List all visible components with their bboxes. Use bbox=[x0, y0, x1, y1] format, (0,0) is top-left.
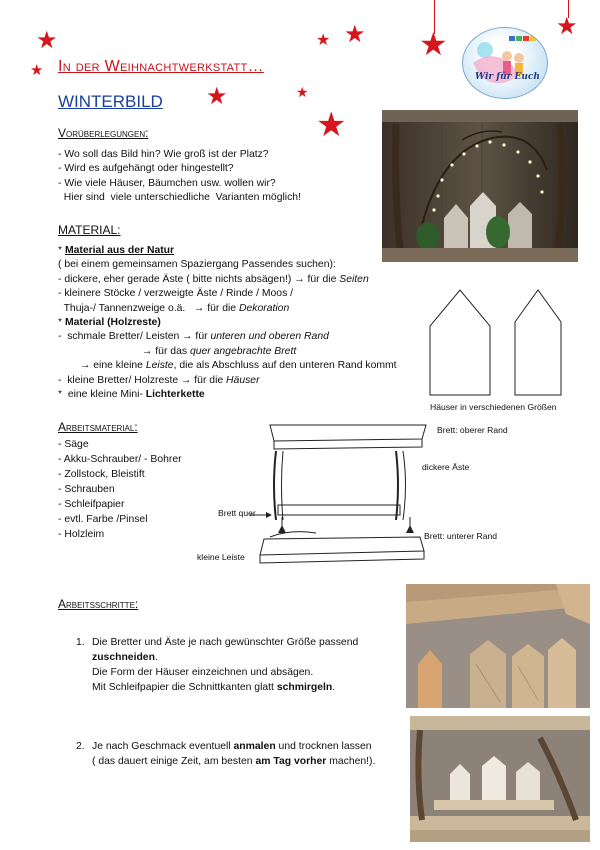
star-icon: ★ bbox=[36, 26, 58, 54]
text: Mit Schleifpapier die Schnittkanten glatt bbox=[92, 682, 277, 693]
list-item: - Wie viele Häuser, Bäumchen usw. wollen wir? bbox=[58, 177, 276, 189]
emphasis: Dekoration bbox=[238, 302, 290, 314]
list-item bbox=[58, 302, 397, 316]
emphasis: schmirgeln bbox=[276, 682, 333, 693]
emphasis: Seiten bbox=[339, 273, 369, 285]
text: , die als Abschluss auf den unteren Rand kommt bbox=[173, 360, 397, 372]
step-line bbox=[92, 680, 396, 695]
steps-heading: Arbeitsschritte: bbox=[58, 597, 139, 611]
star-icon: ★ bbox=[296, 85, 309, 101]
list-item: - kleinere Stöcke / verzweigte Äste / Rinde / Moos / bbox=[58, 288, 294, 300]
page-subtitle: WINTERBILD bbox=[58, 92, 163, 111]
emphasis: Häuser bbox=[226, 374, 260, 386]
list-item: - Akku-Schrauber/ - Bohrer bbox=[58, 454, 182, 465]
emphasis: anmalen bbox=[233, 741, 276, 752]
list-item bbox=[58, 345, 397, 359]
boards-photo bbox=[406, 584, 590, 708]
bullet: * bbox=[58, 316, 65, 328]
list-item: - evtl. Farbe /Pinsel bbox=[58, 514, 148, 525]
emphasis: zuschneiden bbox=[92, 652, 155, 663]
text: → für das bbox=[142, 345, 190, 357]
label-top-board: Brett: oberer Rand bbox=[437, 425, 508, 435]
list-item: - Schleifpapier bbox=[58, 499, 125, 510]
considerations-list bbox=[58, 148, 301, 206]
list-item bbox=[58, 330, 397, 344]
emphasis: quer angebrachte Brett bbox=[189, 345, 297, 357]
text: - schmale Bretter/ Leisten → für bbox=[58, 331, 211, 343]
step-number: 2. bbox=[76, 741, 85, 752]
considerations-heading: Vorüberlegungen: bbox=[58, 126, 149, 140]
step-1 bbox=[76, 635, 396, 695]
emphasis: Leiste bbox=[145, 360, 174, 372]
step-line bbox=[92, 754, 396, 769]
text: - dickere, eher gerade Äste ( bitte nichts absägen!) → für die bbox=[58, 273, 340, 285]
category-label: Material (Holzreste) bbox=[64, 316, 161, 328]
text: Je nach Geschmack eventuell bbox=[92, 741, 234, 752]
text: und trocknen lassen bbox=[275, 741, 372, 752]
list-item: ( bei einem gemeinsamen Spaziergang Passendes suchen): bbox=[58, 259, 336, 271]
material-list bbox=[58, 244, 397, 402]
tools-list bbox=[58, 437, 182, 542]
star-icon: ★ bbox=[206, 82, 228, 110]
logo-text: Wir für Euch bbox=[475, 72, 540, 82]
list-item bbox=[58, 374, 397, 388]
list-item bbox=[58, 244, 397, 258]
assembled-frame-photo bbox=[410, 716, 590, 842]
material-heading: MATERIAL: bbox=[58, 223, 121, 237]
list-item: - Säge bbox=[58, 439, 89, 450]
list-item: - Wo soll das Bild hin? Wie groß ist der Platz? bbox=[58, 149, 269, 160]
star-icon: ★ bbox=[316, 30, 331, 49]
star-icon: ★ bbox=[30, 61, 44, 79]
bullet: * bbox=[58, 245, 65, 256]
hanging-star-icon: ★ bbox=[556, 12, 578, 40]
list-item bbox=[58, 388, 397, 402]
list-item: - Wird es aufgehängt oder hingestellt? bbox=[58, 163, 234, 175]
text: machen!). bbox=[326, 756, 376, 767]
star-icon: ★ bbox=[344, 20, 366, 48]
houses-caption: Häuser in verschiedenen Größen bbox=[430, 402, 557, 412]
list-item bbox=[58, 273, 397, 287]
step-number: 1. bbox=[76, 637, 85, 648]
emphasis: Lichterkette bbox=[145, 388, 205, 400]
step-2 bbox=[76, 739, 396, 769]
label-branches: dickere Äste bbox=[422, 462, 470, 472]
tools-heading: Arbeitsmaterial: bbox=[58, 420, 138, 434]
emphasis: unteren und oberen Rand bbox=[210, 331, 329, 343]
hanging-star-icon: ★ bbox=[419, 25, 448, 63]
text: ( das dauert einige Zeit, am besten bbox=[92, 756, 256, 767]
category-label: Material aus der Natur bbox=[64, 245, 175, 256]
list-item bbox=[58, 316, 397, 330]
label-strip: kleine Leiste bbox=[197, 552, 245, 562]
list-item bbox=[58, 359, 397, 373]
label-bottom-board: Brett: unterer Rand bbox=[424, 531, 498, 541]
label-cross-board: Brett quer bbox=[218, 508, 256, 518]
list-item: - Holzleim bbox=[58, 529, 105, 540]
list-item: - Schrauben bbox=[58, 484, 115, 495]
text: → eine kleine bbox=[80, 360, 146, 372]
page-title: In der Weihnachtwerkstatt… bbox=[58, 58, 264, 75]
text: . bbox=[154, 652, 158, 663]
step-line bbox=[92, 650, 396, 665]
text: . bbox=[332, 682, 336, 693]
logo-art bbox=[463, 28, 547, 98]
step-line bbox=[92, 739, 396, 754]
winter-picture-photo bbox=[382, 110, 578, 262]
construction-sketch bbox=[250, 415, 430, 575]
text: Thuja-/ Tannenzweige o.ä. → für die bbox=[58, 302, 239, 314]
emphasis: am Tag vorher bbox=[255, 756, 327, 767]
text: * eine kleine Mini- bbox=[58, 388, 146, 400]
text: - kleine Bretter/ Holzreste → für die bbox=[58, 374, 227, 386]
step-line: Die Bretter und Äste je nach gewünschter Größe passend bbox=[92, 637, 359, 648]
logo bbox=[462, 27, 548, 99]
star-icon: ★ bbox=[316, 105, 347, 145]
house-shapes-drawing bbox=[420, 282, 570, 402]
list-item: Hier sind viele unterschiedliche Varianten möglich! bbox=[58, 192, 301, 204]
step-line: Die Form der Häuser einzeichnen und absägen. bbox=[92, 667, 314, 678]
list-item: - Zollstock, Bleistift bbox=[58, 469, 145, 480]
